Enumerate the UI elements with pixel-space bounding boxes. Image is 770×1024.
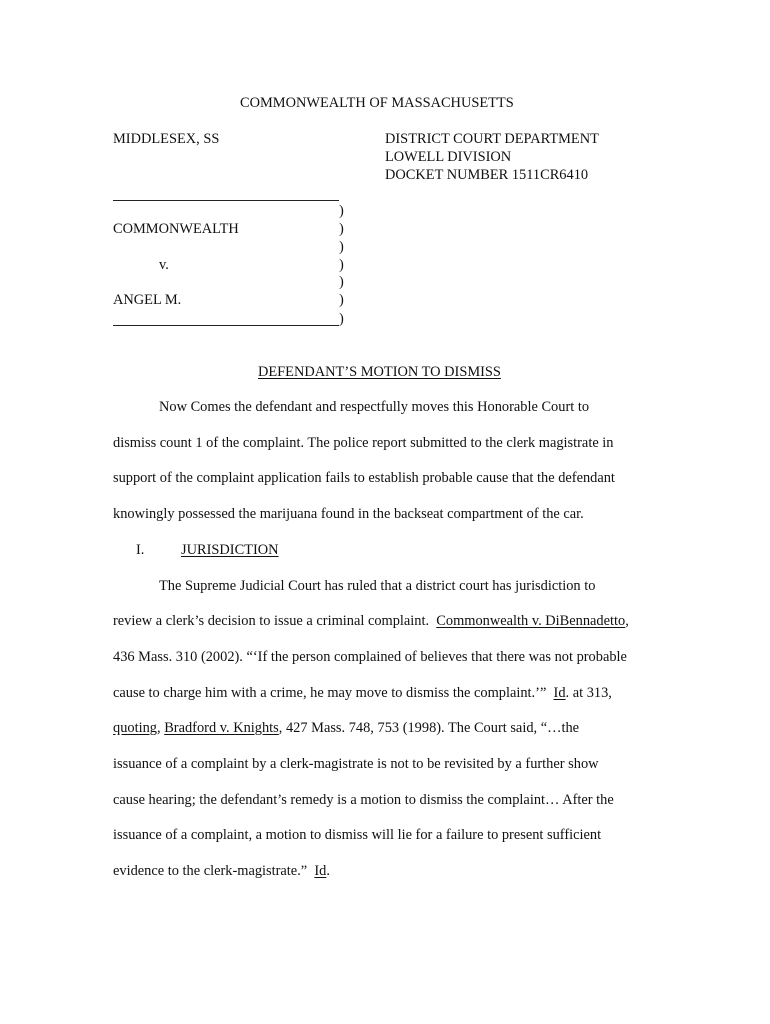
plaintiff-name: COMMONWEALTH [113,221,239,237]
body-line [113,862,330,880]
caption-paren: ) [339,311,344,327]
body-text: , [625,613,629,629]
caption-bottom-rule [113,325,339,326]
body-text: . [326,863,330,879]
intro-line: support of the complaint application fails to establish probable cause that the defendant [113,470,615,486]
motion-title: DEFENDANT’S MOTION TO DISMISS [258,364,501,380]
case-citation: Commonwealth v. DiBennadetto [436,613,626,629]
body-text: evidence to the clerk-magistrate.” [113,863,315,879]
body-text: review a clerk’s decision to issue a criminal complaint. [113,613,437,629]
body-text: , 427 Mass. 748, 753 (1998). The Court said, “…the [278,720,580,736]
body-line [113,612,629,630]
quoting-signal: quoting [113,720,157,736]
caption-paren: ) [339,257,344,273]
caption-top-rule [113,200,339,201]
court-title: COMMONWEALTH OF MASSACHUSETTS [240,95,514,111]
caption-paren: ) [339,239,344,255]
caption-paren: ) [339,292,344,308]
county-label: MIDDLESEX, SS [113,131,220,147]
intro-line: knowingly possessed the marijuana found in the backseat compartment of the car. [113,506,584,522]
body-text: , [156,720,165,736]
defendant-name: ANGEL M. [113,292,182,308]
section-heading: JURISDICTION [181,542,279,558]
caption-paren: ) [339,221,344,237]
intro-line: dismiss count 1 of the complaint. The police report submitted to the clerk magistrate in [113,435,614,451]
intro-line: Now Comes the defendant and respectfully moves this Honorable Court to [159,399,590,415]
body-line: 436 Mass. 310 (2002). “‘If the person complained of believes that there was not probable [113,649,627,665]
case-citation: Bradford v. Knights [164,720,279,736]
id-citation: Id [314,863,327,879]
body-line [113,719,579,737]
docket-number: DOCKET NUMBER 1511CR6410 [385,167,589,183]
body-line: issuance of a complaint by a clerk-magistrate is not to be revisited by a further show [113,756,599,772]
body-line [113,684,612,702]
versus-label: v. [159,257,169,273]
caption-paren: ) [339,274,344,290]
body-line: cause hearing; the defendant’s remedy is a motion to dismiss the complaint… After the [113,792,614,808]
caption-paren: ) [339,203,344,219]
body-line: The Supreme Judicial Court has ruled that a district court has jurisdiction to [159,578,596,594]
body-text: cause to charge him with a crime, he may move to dismiss the complaint.’” [113,685,554,701]
court-department: DISTRICT COURT DEPARTMENT [385,131,599,147]
body-text: . at 313, [565,685,612,701]
body-line: issuance of a complaint, a motion to dismiss will lie for a failure to present sufficient [113,827,602,843]
section-number: I. [136,542,145,558]
id-citation: Id [553,685,566,701]
division-label: LOWELL DIVISION [385,149,512,165]
